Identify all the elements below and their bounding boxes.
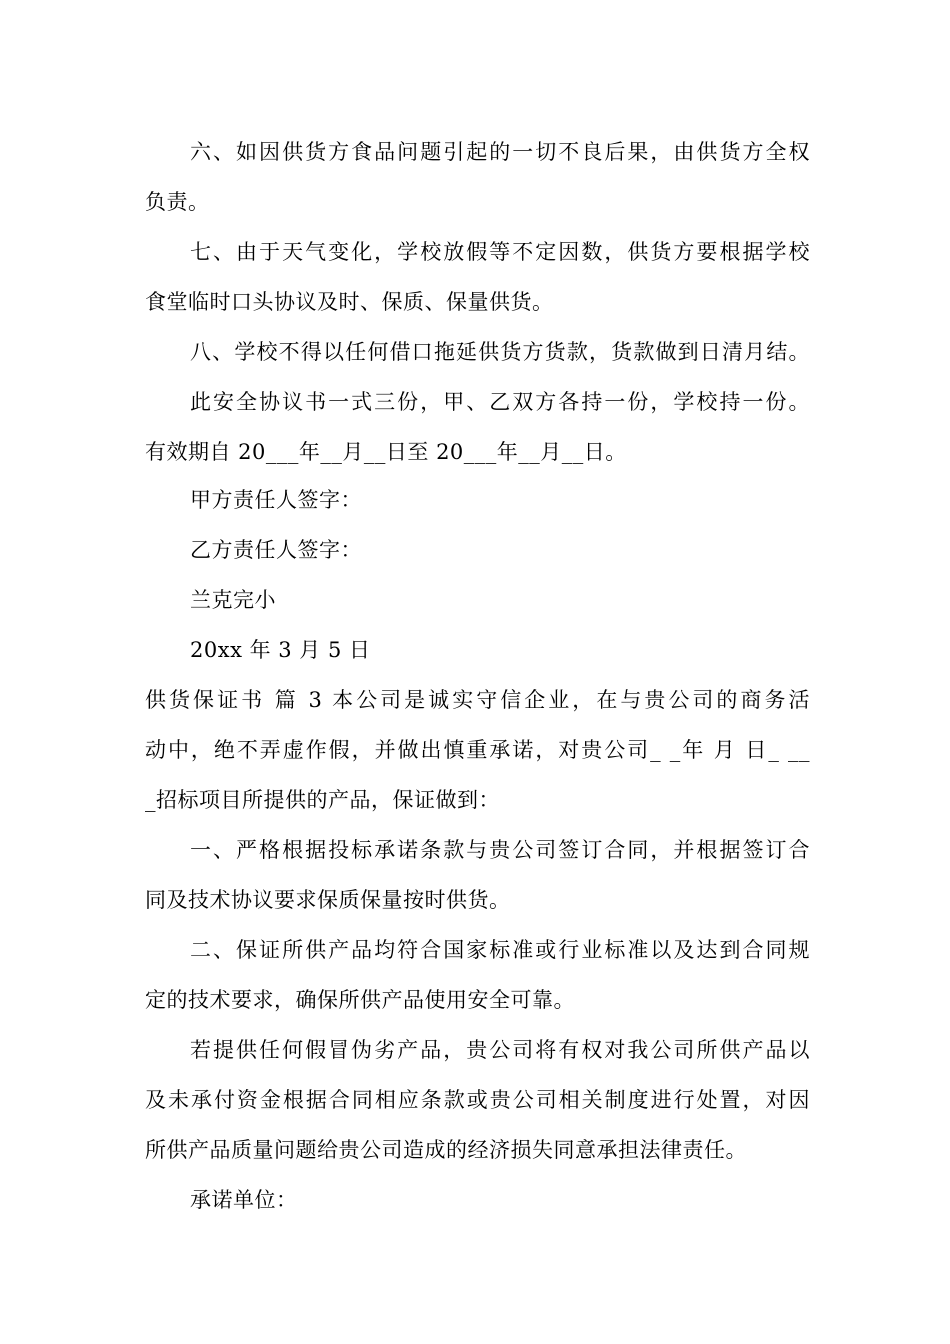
liability-line-3: 所供产品质量问题给贵公司造成的经济损失同意承担法律责任。 bbox=[145, 1138, 747, 1162]
committing-unit-label: 承诺单位： bbox=[190, 1188, 298, 1212]
guarantee-two-line-2: 定的技术要求，确保所供产品使用安全可靠。 bbox=[145, 988, 575, 1012]
party-b-signature-label: 乙方责任人签字： bbox=[190, 538, 362, 562]
clause-seven-line-1: 七、由于天气变化，学校放假等不定因数，供货方要根据学校 bbox=[190, 240, 810, 264]
clause-eight: 八、学校不得以任何借口拖延供货方货款，货款做到日清月结。 bbox=[190, 340, 810, 364]
clause-seven-line-2: 食堂临时口头协议及时、保质、保量供货。 bbox=[145, 290, 554, 314]
clause-six-line-2: 负责。 bbox=[145, 190, 210, 214]
signing-date: 20xx 年 3 月 5 日 bbox=[190, 638, 371, 662]
copies-statement: 此安全协议书一式三份，甲、乙双方各持一份，学校持一份。 bbox=[190, 390, 810, 414]
guarantee-one-line-2: 同及技术协议要求保质保量按时供货。 bbox=[145, 888, 511, 912]
party-a-signature-label: 甲方责任人签字： bbox=[190, 488, 362, 512]
section-3-heading-line: 供货保证书 篇 3 本公司是诚实守信企业，在与贵公司的商务活 bbox=[145, 688, 810, 712]
clause-six-line-1: 六、如因供货方食品问题引起的一切不良后果，由供货方全权 bbox=[190, 140, 810, 164]
school-name: 兰克完小 bbox=[190, 588, 276, 612]
liability-line-1: 若提供任何假冒伪劣产品，贵公司将有权对我公司所供产品以 bbox=[190, 1038, 810, 1062]
liability-line-2: 及未承付资金根据合同相应条款或贵公司相关制度进行处置，对因 bbox=[145, 1088, 810, 1112]
guarantee-two-line-1: 二、保证所供产品均符合国家标准或行业标准以及达到合同规 bbox=[190, 938, 810, 962]
validity-period: 有效期自 20___年__月__日至 20___年__月__日。 bbox=[145, 440, 627, 464]
guarantee-one-line-1: 一、严格根据投标承诺条款与贵公司签订合同，并根据签订合 bbox=[190, 838, 810, 862]
commitment-line-3: _招标项目所提供的产品，保证做到： bbox=[145, 788, 500, 812]
commitment-line-2: 动中，绝不弄虚作假，并做出慎重承诺，对贵公司_ _年 月 日_ __ bbox=[145, 738, 810, 762]
